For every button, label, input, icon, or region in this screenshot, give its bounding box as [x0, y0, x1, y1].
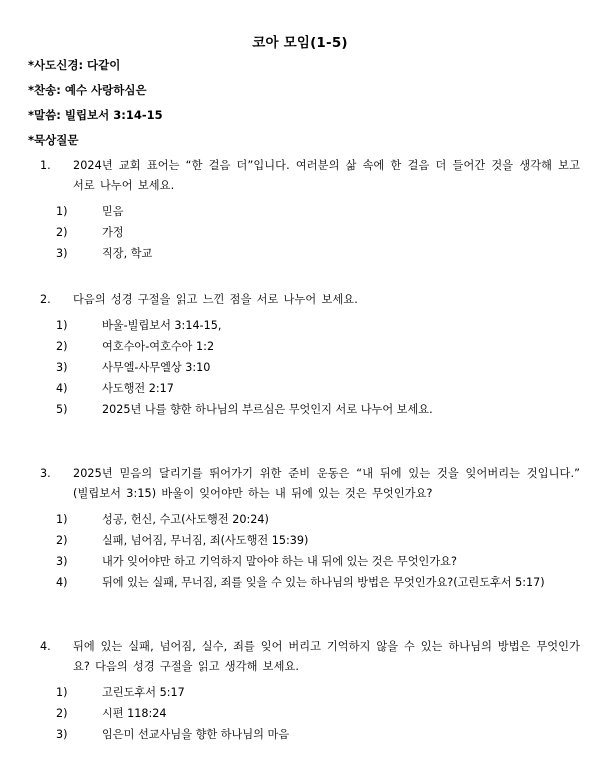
item-text: 사무엘-사무엘상 3:10: [102, 361, 211, 374]
list-item: [56, 572, 580, 593]
question-number: 4.: [40, 640, 51, 653]
item-text: 임은미 선교사님을 향한 하나님의 마음: [102, 728, 290, 741]
item-number: 1): [56, 513, 68, 526]
question-text: 뒤에 있는 실패, 넘어짐, 실수, 죄를 잊어 버리고 기억하지 않을 수 있는 하나님의 방법은 무엇인가요? 다음의 성경 구절을 읽고 생각해 보세요.: [73, 640, 580, 673]
question-4: [40, 637, 580, 745]
item-text: 시편 118:24: [102, 707, 167, 720]
question-text: 다음의 성경 구절을 읽고 느낀 점을 서로 나누어 보세요.: [73, 293, 358, 306]
list-item: [56, 201, 580, 222]
item-number: 3): [56, 555, 68, 568]
item-number: 4): [56, 576, 68, 589]
meditation-questions-heading: *묵상질문: [28, 133, 79, 147]
item-number: 3): [56, 247, 68, 260]
item-text: 성공, 헌신, 수고(사도행전 20:24): [102, 513, 269, 526]
item-text: 직장, 학교: [102, 247, 153, 260]
item-text: 실패, 넘어짐, 무너짐, 죄(사도행전 15:39): [102, 534, 309, 547]
question-number: 1.: [40, 159, 51, 172]
list-item: [56, 530, 580, 551]
list-item: [56, 703, 580, 724]
item-text: 가정: [102, 226, 124, 239]
list-item: [56, 357, 580, 378]
item-number: 1): [56, 319, 68, 332]
question-2: [40, 290, 580, 420]
hymn-line: *찬송: 예수 사랑하심은: [28, 83, 147, 97]
list-item: [56, 378, 580, 399]
scripture-line: *말씀: 빌립보서 3:14-15: [28, 108, 163, 122]
list-item: [56, 222, 580, 243]
question-items: [56, 201, 580, 264]
item-number: 1): [56, 205, 68, 218]
item-text: 내가 잊어야만 하고 기억하지 말아야 하는 내 뒤에 있는 것은 무엇인가요?: [102, 555, 457, 568]
list-item: [56, 243, 580, 264]
item-number: 4): [56, 382, 68, 395]
item-number: 3): [56, 361, 68, 374]
item-number: 2): [56, 340, 68, 353]
apostles-creed-line: *사도신경: 다같이: [28, 58, 121, 72]
item-number: 1): [56, 686, 68, 699]
item-number: 5): [56, 403, 68, 416]
question-text: 2024년 교회 표어는 “한 걸음 더”입니다. 여러분의 삶 속에 한 걸음 더 들어간 것을 생각해 보고 서로 나누어 보세요.: [73, 159, 580, 192]
list-item: [56, 551, 580, 572]
item-text: 뒤에 있는 실패, 무너짐, 죄를 잊을 수 있는 하나님의 방법은 무엇인가요?(고린도후서 5:17): [102, 576, 545, 589]
question-number: 2.: [40, 293, 51, 306]
question-1: [40, 156, 580, 264]
list-item: [56, 315, 580, 336]
item-text: 바울-빌립보서 3:14-15,: [102, 319, 222, 332]
item-text: 사도행전 2:17: [102, 382, 174, 395]
list-item: [56, 399, 580, 420]
question-number: 3.: [40, 467, 51, 480]
list-item: [56, 336, 580, 357]
question-items: [56, 682, 580, 745]
item-text: 고린도후서 5:17: [102, 686, 185, 699]
item-number: 2): [56, 707, 68, 720]
list-item: [56, 509, 580, 530]
item-number: 2): [56, 226, 68, 239]
item-text: 2025년 나를 향한 하나님의 부르심은 무엇인지 서로 나누어 보세요.: [102, 403, 433, 416]
item-number: 3): [56, 728, 68, 741]
question-text: 2025년 믿음의 달리기를 뛰어가기 위한 준비 운동은 “내 뒤에 있는 것을 잊어버리는 것입니다.” (빌립보서 3:15) 바울이 잊어야만 하는 내 뒤에 있는 것은 무엇인가요?: [73, 467, 580, 500]
list-item: [56, 682, 580, 703]
question-items: [56, 509, 580, 593]
question-items: [56, 315, 580, 420]
page-title: 코아 모임(1-5): [252, 35, 348, 51]
question-3: [40, 464, 580, 593]
item-text: 여호수아-여호수아 1:2: [102, 340, 215, 353]
item-number: 2): [56, 534, 68, 547]
item-text: 믿음: [102, 205, 124, 218]
list-item: [56, 724, 580, 745]
